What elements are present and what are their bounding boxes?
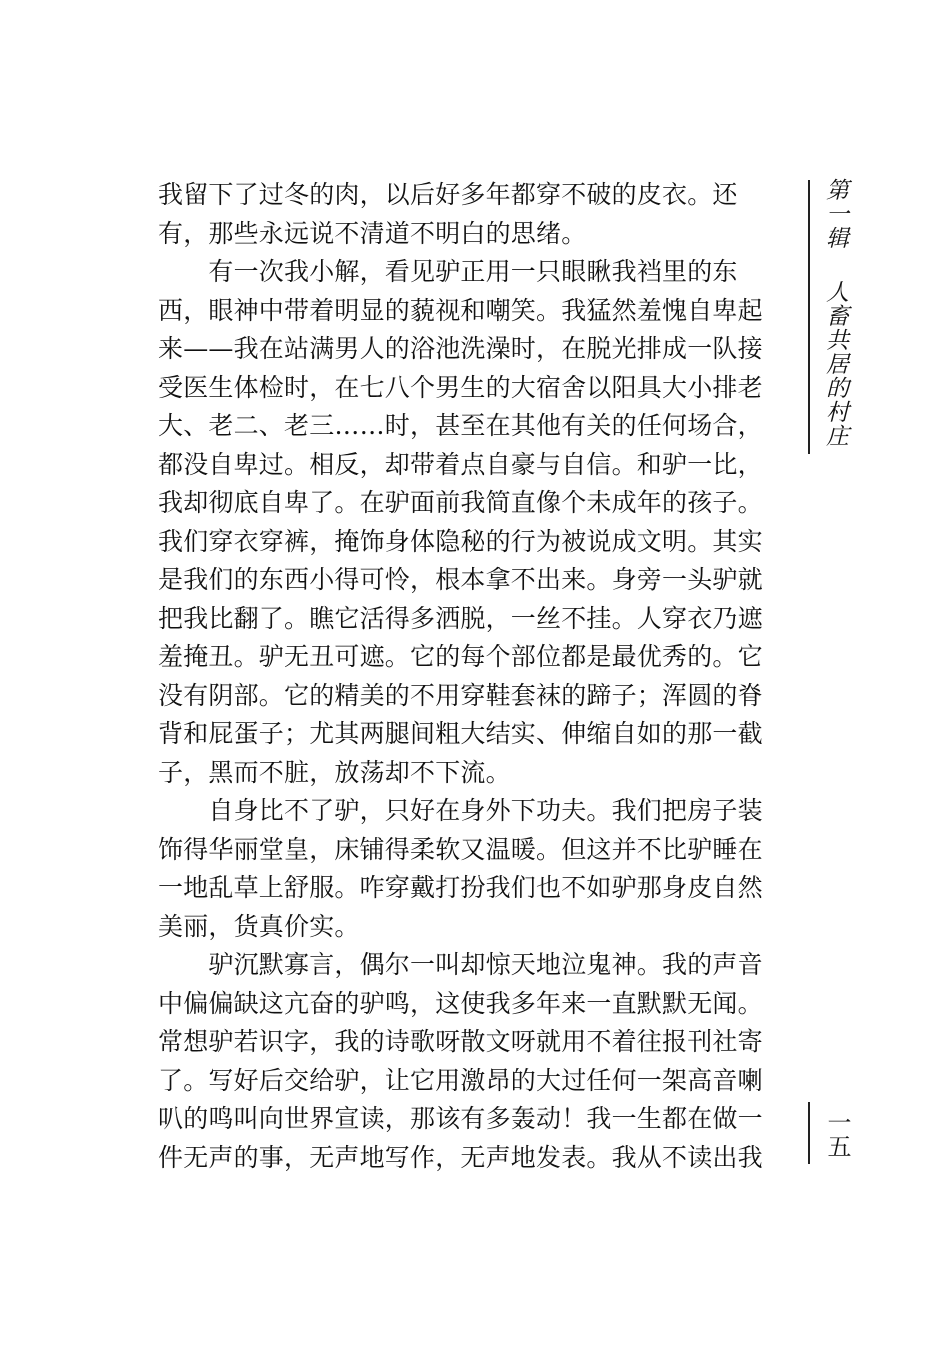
text-line: 把我比翻了。瞧它活得多洒脱，一丝不挂。人穿衣乃遮 bbox=[158, 603, 763, 633]
text-line: 我们穿衣穿裤，掩饰身体隐秘的行为被说成文明。其实 bbox=[158, 526, 763, 556]
section-label: 第一辑 bbox=[822, 178, 848, 250]
text-line: 受医生体检时，在七八个男生的大宿舍以阳具大小排老 bbox=[158, 372, 763, 402]
text-line: 饰得华丽堂皇，床铺得柔软又温暖。但这并不比驴睡在 bbox=[158, 834, 763, 864]
text-line: 羞掩丑。驴无丑可遮。它的每个部位都是最优秀的。它 bbox=[158, 642, 763, 671]
text-line: 来——我在站满男人的浴池洗澡时，在脱光排成一队接 bbox=[158, 334, 763, 363]
text-line: 叭的鸣叫向世界宣读，那该有多轰动！我一生都在做一 bbox=[158, 1104, 763, 1133]
sidebar-divider-top bbox=[808, 180, 810, 454]
text-line: 大、老二、老三……时，甚至在其他有关的任何场合， bbox=[158, 411, 763, 440]
text-line: 件无声的事，无声地写作，无声地发表。我从不读出我 bbox=[158, 1142, 763, 1172]
text-line: 有一次我小解，看见驴正用一只眼瞅我裆里的东 bbox=[158, 257, 738, 286]
text-line: 一地乱草上舒服。咋穿戴打扮我们也不如驴那身皮自然 bbox=[158, 873, 763, 902]
text-line: 常想驴若识字，我的诗歌呀散文呀就用不着往报刊社寄 bbox=[158, 1027, 763, 1056]
sidebar-divider-bottom bbox=[808, 1102, 810, 1164]
text-line: 自身比不了驴，只好在身外下功夫。我们把房子装 bbox=[158, 796, 763, 825]
running-head bbox=[818, 178, 848, 448]
text-line: 驴沉默寡言，偶尔一叫却惊天地泣鬼神。我的声音 bbox=[158, 950, 763, 979]
body-text bbox=[158, 176, 782, 1177]
section-title: 人畜共居的村庄 bbox=[822, 280, 848, 448]
page-number: 一五 bbox=[823, 1110, 851, 1158]
text-line: 西，眼神中带着明显的藐视和嘲笑。我猛然羞愧自卑起 bbox=[158, 295, 763, 325]
text-line: 中偏偏缺这亢奋的驴鸣，这使我多年来一直默默无闻。 bbox=[158, 988, 763, 1018]
text-line: 背和屁蛋子；尤其两腿间粗大结实、伸缩自如的那一截 bbox=[158, 719, 763, 748]
text-line: 都没自卑过。相反，却带着点自豪与自信。和驴一比， bbox=[158, 449, 763, 479]
text-line: 我留下了过冬的肉，以后好多年都穿不破的皮衣。还 bbox=[158, 180, 738, 209]
text-line: 是我们的东西小得可怜，根本拿不出来。身旁一头驴就 bbox=[158, 565, 763, 594]
text-line: 子，黑而不脏，放荡却不下流。 bbox=[158, 757, 511, 787]
text-line: 我却彻底自卑了。在驴面前我简直像个未成年的孩子。 bbox=[158, 488, 763, 517]
text-line: 美丽，货真价实。 bbox=[158, 911, 360, 941]
text-line: 了。写好后交给驴，让它用激昂的大过任何一架高音喇 bbox=[158, 1065, 763, 1095]
text-line: 没有阴部。它的精美的不用穿鞋套袜的蹄子；浑圆的脊 bbox=[158, 680, 763, 710]
text-line: 有，那些永远说不清道不明白的思绪。 bbox=[158, 218, 587, 248]
